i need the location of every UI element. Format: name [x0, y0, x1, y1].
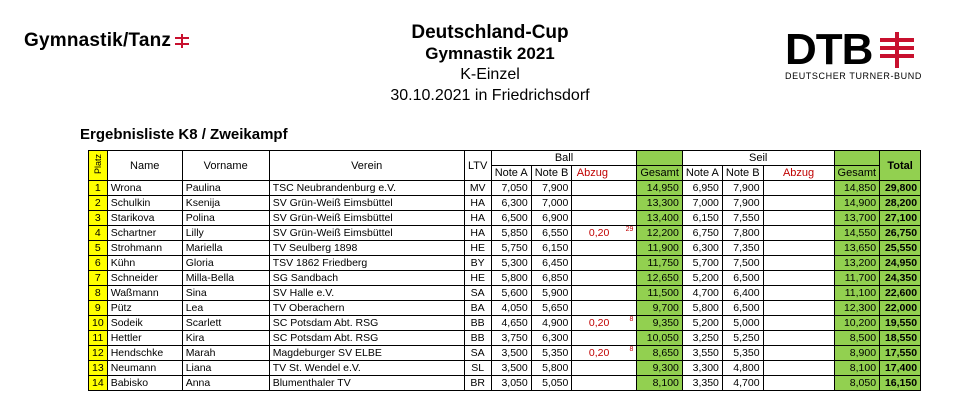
- table-row: [89, 301, 921, 316]
- cell-ball-abzug: 0,20: [572, 346, 613, 361]
- cell-ball-note-b: 6,850: [531, 271, 572, 286]
- cell-seil-gesamt: 11,100: [834, 286, 880, 301]
- col-header-seil-gesamt: Gesamt: [834, 166, 880, 181]
- cell-ball-note-a: 7,050: [491, 181, 531, 196]
- cell-seil-note-b: 6,500: [722, 271, 763, 286]
- cell-total: 22,600: [880, 286, 921, 301]
- cell-name: Schartner: [107, 226, 182, 241]
- cell-platz: 9: [89, 301, 108, 316]
- cell-seil-gesamt: 13,650: [834, 241, 880, 256]
- cell-name: Starikova: [107, 211, 182, 226]
- cell-ball-gesamt: 13,300: [637, 196, 683, 211]
- cell-ball-note-b: 7,900: [531, 181, 572, 196]
- col-header-seil-gesamt-top: [834, 151, 880, 166]
- cell-name: Hendschke: [107, 346, 182, 361]
- cell-seil-note-a: 3,300: [682, 361, 722, 376]
- col-header-ball-gesamt-top: [637, 151, 683, 166]
- cell-ball-note-b: 5,650: [531, 301, 572, 316]
- cell-total: 19,550: [880, 316, 921, 331]
- results-table-body: [89, 181, 921, 391]
- cell-total: 17,400: [880, 361, 921, 376]
- cell-seil-note-a: 4,700: [682, 286, 722, 301]
- cell-platz: 7: [89, 271, 108, 286]
- col-header-total: Total: [880, 151, 921, 181]
- event-subtitle: Gymnastik 2021: [425, 44, 555, 63]
- cell-total: 26,750: [880, 226, 921, 241]
- cell-platz: 10: [89, 316, 108, 331]
- cell-vorname: Lilly: [182, 226, 269, 241]
- cell-seil-note-a: 5,700: [682, 256, 722, 271]
- cell-vorname: Lea: [182, 301, 269, 316]
- cell-ball-note-a: 6,500: [491, 211, 531, 226]
- col-header-ball: Ball: [491, 151, 637, 166]
- cell-ball-abzug-note: [612, 271, 637, 286]
- col-header-seil: Seil: [682, 151, 834, 166]
- cell-verein: SC Potsdam Abt. RSG: [269, 316, 464, 331]
- cell-name: Kühn: [107, 256, 182, 271]
- cell-ltv: SA: [464, 286, 491, 301]
- cell-seil-gesamt: 14,850: [834, 181, 880, 196]
- cell-seil-abzug: [763, 301, 834, 316]
- cell-seil-gesamt: 8,050: [834, 376, 880, 391]
- cell-seil-abzug: [763, 271, 834, 286]
- cell-platz: 3: [89, 211, 108, 226]
- dtb-logo-subtitle: DEUTSCHER TURNER-BUND: [785, 71, 922, 81]
- cell-verein: TV Seulberg 1898: [269, 241, 464, 256]
- col-header-vorname: Vorname: [182, 151, 269, 181]
- cell-seil-abzug: [763, 361, 834, 376]
- cell-seil-note-b: 5,250: [722, 331, 763, 346]
- cell-ball-abzug: [572, 181, 613, 196]
- turner-cross-icon: [175, 34, 189, 48]
- cell-verein: SC Potsdam Abt. RSG: [269, 331, 464, 346]
- cell-ball-note-b: 6,300: [531, 331, 572, 346]
- cell-ball-note-a: 5,800: [491, 271, 531, 286]
- cell-ball-abzug: [572, 196, 613, 211]
- col-header-seil-note-b: Note B: [722, 166, 763, 181]
- cell-seil-abzug: [763, 226, 834, 241]
- cell-ball-gesamt: 8,650: [637, 346, 683, 361]
- cell-ltv: BB: [464, 316, 491, 331]
- cell-ltv: BR: [464, 376, 491, 391]
- cell-total: 22,000: [880, 301, 921, 316]
- cell-seil-note-a: 5,200: [682, 316, 722, 331]
- cell-seil-gesamt: 14,900: [834, 196, 880, 211]
- table-row: [89, 181, 921, 196]
- cell-ball-note-a: 5,750: [491, 241, 531, 256]
- table-row: [89, 196, 921, 211]
- cell-seil-note-a: 3,250: [682, 331, 722, 346]
- cell-seil-note-a: 6,150: [682, 211, 722, 226]
- cell-ball-note-a: 4,650: [491, 316, 531, 331]
- cell-ball-abzug-note: [612, 211, 637, 226]
- event-title: Deutschland-Cup: [411, 22, 569, 43]
- cell-ltv: HA: [464, 196, 491, 211]
- cell-seil-gesamt: 13,700: [834, 211, 880, 226]
- results-list-title: Ergebnisliste K8 / Zweikampf: [80, 126, 288, 143]
- cell-seil-note-a: 3,350: [682, 376, 722, 391]
- cell-ltv: BA: [464, 301, 491, 316]
- cell-ball-note-a: 5,850: [491, 226, 531, 241]
- cell-ball-note-a: 5,600: [491, 286, 531, 301]
- cell-vorname: Mariella: [182, 241, 269, 256]
- cell-seil-note-a: 3,550: [682, 346, 722, 361]
- cell-seil-abzug: [763, 331, 834, 346]
- cell-ball-abzug-note: [612, 361, 637, 376]
- table-row: [89, 331, 921, 346]
- cell-vorname: Kira: [182, 331, 269, 346]
- cell-total: 25,550: [880, 241, 921, 256]
- cell-platz: 14: [89, 376, 108, 391]
- cell-ball-abzug-note: [612, 331, 637, 346]
- cell-verein: TV Oberachern: [269, 301, 464, 316]
- cell-seil-abzug: [763, 316, 834, 331]
- cell-seil-note-a: 7,000: [682, 196, 722, 211]
- col-header-seil-note-a: Note A: [682, 166, 722, 181]
- cell-name: Schulkin: [107, 196, 182, 211]
- cell-vorname: Anna: [182, 376, 269, 391]
- cell-ball-gesamt: 12,650: [637, 271, 683, 286]
- cell-seil-abzug: [763, 346, 834, 361]
- cell-ball-note-a: 3,500: [491, 361, 531, 376]
- cell-platz: 12: [89, 346, 108, 361]
- cell-ball-gesamt: 12,200: [637, 226, 683, 241]
- cell-total: 17,550: [880, 346, 921, 361]
- cell-verein: SV Halle e.V.: [269, 286, 464, 301]
- table-row: [89, 211, 921, 226]
- results-table: [88, 150, 921, 391]
- cell-ball-note-b: 5,350: [531, 346, 572, 361]
- dtb-logo: [785, 25, 955, 81]
- cell-ball-abzug: 0,20: [572, 316, 613, 331]
- cell-seil-gesamt: 12,300: [834, 301, 880, 316]
- table-row: [89, 316, 921, 331]
- col-header-ball-note-b: Note B: [531, 166, 572, 181]
- document-header: [340, 22, 640, 106]
- cell-ball-abzug-note: [612, 286, 637, 301]
- cell-ball-note-b: 6,150: [531, 241, 572, 256]
- cell-seil-note-b: 4,700: [722, 376, 763, 391]
- cell-ball-abzug-note: [612, 241, 637, 256]
- cell-ltv: SL: [464, 361, 491, 376]
- cell-seil-abzug: [763, 211, 834, 226]
- cell-ball-gesamt: 9,300: [637, 361, 683, 376]
- col-header-name: Name: [107, 151, 182, 181]
- col-header-ball-abzug: Abzug: [572, 166, 613, 181]
- cell-name: Hettler: [107, 331, 182, 346]
- cell-seil-gesamt: 14,550: [834, 226, 880, 241]
- cell-ball-gesamt: 11,500: [637, 286, 683, 301]
- cell-ltv: HE: [464, 271, 491, 286]
- table-row: [89, 271, 921, 286]
- cell-seil-gesamt: 8,500: [834, 331, 880, 346]
- cell-ball-note-a: 5,300: [491, 256, 531, 271]
- cell-seil-abzug: [763, 181, 834, 196]
- cell-name: Strohmann: [107, 241, 182, 256]
- cell-platz: 13: [89, 361, 108, 376]
- cell-platz: 11: [89, 331, 108, 346]
- table-row: [89, 226, 921, 241]
- cell-verein: SV Grün-Weiß Eimsbüttel: [269, 226, 464, 241]
- cell-total: 24,950: [880, 256, 921, 271]
- dtb-logo-text: DTB: [785, 25, 873, 74]
- cell-vorname: Milla-Bella: [182, 271, 269, 286]
- cell-platz: 5: [89, 241, 108, 256]
- cell-ball-abzug: [572, 301, 613, 316]
- cell-seil-note-b: 7,550: [722, 211, 763, 226]
- table-row: [89, 361, 921, 376]
- cell-name: Schneider: [107, 271, 182, 286]
- cell-seil-note-a: 5,800: [682, 301, 722, 316]
- col-header-verein: Verein: [269, 151, 464, 181]
- cell-ball-gesamt: 14,950: [637, 181, 683, 196]
- cell-seil-gesamt: 10,200: [834, 316, 880, 331]
- cell-seil-abzug: [763, 286, 834, 301]
- cell-ltv: MV: [464, 181, 491, 196]
- cell-vorname: Ksenija: [182, 196, 269, 211]
- cell-ball-note-b: 6,550: [531, 226, 572, 241]
- cell-ltv: SA: [464, 346, 491, 361]
- cell-seil-note-b: 6,400: [722, 286, 763, 301]
- cell-ball-abzug: [572, 211, 613, 226]
- cell-ball-abzug: 0,20: [572, 226, 613, 241]
- cell-ball-abzug-note: 8: [612, 346, 637, 361]
- col-header-ltv: LTV: [464, 151, 491, 181]
- cell-ball-gesamt: 13,400: [637, 211, 683, 226]
- cell-ball-note-b: 6,900: [531, 211, 572, 226]
- dtb-cross-icon: [880, 32, 914, 68]
- cell-seil-note-a: 6,950: [682, 181, 722, 196]
- cell-seil-note-b: 5,000: [722, 316, 763, 331]
- cell-ball-gesamt: 11,900: [637, 241, 683, 256]
- cell-ball-gesamt: 8,100: [637, 376, 683, 391]
- cell-platz: 4: [89, 226, 108, 241]
- cell-verein: TV St. Wendel e.V.: [269, 361, 464, 376]
- cell-ltv: HA: [464, 226, 491, 241]
- cell-vorname: Gloria: [182, 256, 269, 271]
- cell-ball-note-b: 5,800: [531, 361, 572, 376]
- cell-platz: 2: [89, 196, 108, 211]
- cell-seil-abzug: [763, 376, 834, 391]
- cell-name: Neumann: [107, 361, 182, 376]
- cell-ball-note-a: 3,500: [491, 346, 531, 361]
- cell-seil-note-b: 7,350: [722, 241, 763, 256]
- cell-seil-gesamt: 11,700: [834, 271, 880, 286]
- cell-ltv: HE: [464, 241, 491, 256]
- cell-ball-note-b: 7,000: [531, 196, 572, 211]
- cell-seil-gesamt: 8,900: [834, 346, 880, 361]
- cell-total: 28,200: [880, 196, 921, 211]
- table-row: [89, 241, 921, 256]
- table-row: [89, 376, 921, 391]
- cell-ball-note-a: 6,300: [491, 196, 531, 211]
- cell-name: Pütz: [107, 301, 182, 316]
- event-category: K-Einzel: [460, 66, 520, 83]
- cell-seil-abzug: [763, 196, 834, 211]
- col-header-seil-abzug: Abzug: [763, 166, 834, 181]
- col-header-ball-gesamt: Gesamt: [637, 166, 683, 181]
- cell-ball-note-b: 5,900: [531, 286, 572, 301]
- cell-name: Babisko: [107, 376, 182, 391]
- cell-ball-abzug-note: [612, 376, 637, 391]
- cell-seil-note-b: 7,900: [722, 181, 763, 196]
- cell-ltv: BB: [464, 331, 491, 346]
- cell-seil-note-b: 6,500: [722, 301, 763, 316]
- cell-ball-abzug: [572, 361, 613, 376]
- cell-ball-note-b: 4,900: [531, 316, 572, 331]
- cell-verein: SV Grün-Weiß Eimsbüttel: [269, 196, 464, 211]
- table-row: [89, 256, 921, 271]
- cell-total: 27,100: [880, 211, 921, 226]
- cell-ltv: BY: [464, 256, 491, 271]
- cell-ball-abzug-note: [612, 256, 637, 271]
- cell-name: Wrona: [107, 181, 182, 196]
- cell-ball-gesamt: 11,750: [637, 256, 683, 271]
- cell-vorname: Paulina: [182, 181, 269, 196]
- cell-ball-abzug: [572, 286, 613, 301]
- logo-text: Gymnastik/Tanz: [24, 30, 172, 51]
- gymnastik-tanz-logo: [24, 30, 189, 52]
- cell-ball-note-a: 3,750: [491, 331, 531, 346]
- cell-ball-abzug-note: [612, 196, 637, 211]
- cell-ball-note-a: 4,050: [491, 301, 531, 316]
- cell-ball-abzug-note: 8: [612, 316, 637, 331]
- cell-seil-gesamt: 8,100: [834, 361, 880, 376]
- cell-total: 16,150: [880, 376, 921, 391]
- cell-seil-gesamt: 13,200: [834, 256, 880, 271]
- cell-seil-note-a: 6,300: [682, 241, 722, 256]
- event-date-place: 30.10.2021 in Friedrichsdorf: [390, 87, 590, 104]
- cell-vorname: Polina: [182, 211, 269, 226]
- cell-ball-abzug: [572, 241, 613, 256]
- cell-ball-abzug: [572, 271, 613, 286]
- cell-vorname: Marah: [182, 346, 269, 361]
- cell-verein: Magdeburger SV ELBE: [269, 346, 464, 361]
- cell-ball-gesamt: 10,050: [637, 331, 683, 346]
- col-header-platz: Platz: [89, 151, 108, 181]
- cell-ball-abzug-note: 29: [612, 226, 637, 241]
- cell-vorname: Scarlett: [182, 316, 269, 331]
- cell-ball-abzug-note: [612, 301, 637, 316]
- cell-total: 24,350: [880, 271, 921, 286]
- cell-ball-note-a: 3,050: [491, 376, 531, 391]
- cell-seil-note-b: 7,800: [722, 226, 763, 241]
- cell-ball-abzug-note: [612, 181, 637, 196]
- cell-ball-abzug: [572, 376, 613, 391]
- cell-ball-gesamt: 9,350: [637, 316, 683, 331]
- cell-ball-gesamt: 9,700: [637, 301, 683, 316]
- col-header-ball-note-a: Note A: [491, 166, 531, 181]
- cell-verein: TSC Neubrandenburg e.V.: [269, 181, 464, 196]
- cell-name: Waßmann: [107, 286, 182, 301]
- cell-verein: SV Grün-Weiß Eimsbüttel: [269, 211, 464, 226]
- col-header-ball-abzug-note: [612, 166, 637, 181]
- cell-verein: Blumenthaler TV: [269, 376, 464, 391]
- cell-total: 18,550: [880, 331, 921, 346]
- cell-seil-note-b: 5,350: [722, 346, 763, 361]
- table-row: [89, 286, 921, 301]
- cell-seil-note-b: 7,500: [722, 256, 763, 271]
- cell-seil-abzug: [763, 256, 834, 271]
- cell-ball-note-b: 5,050: [531, 376, 572, 391]
- cell-seil-note-b: 4,800: [722, 361, 763, 376]
- cell-ltv: HA: [464, 211, 491, 226]
- cell-total: 29,800: [880, 181, 921, 196]
- cell-ball-abzug: [572, 331, 613, 346]
- cell-vorname: Liana: [182, 361, 269, 376]
- cell-seil-note-a: 6,750: [682, 226, 722, 241]
- cell-platz: 6: [89, 256, 108, 271]
- cell-platz: 1: [89, 181, 108, 196]
- cell-seil-abzug: [763, 241, 834, 256]
- cell-verein: SG Sandbach: [269, 271, 464, 286]
- cell-ball-abzug: [572, 256, 613, 271]
- cell-seil-note-b: 7,900: [722, 196, 763, 211]
- cell-name: Sodeik: [107, 316, 182, 331]
- cell-platz: 8: [89, 286, 108, 301]
- cell-ball-note-b: 6,450: [531, 256, 572, 271]
- cell-verein: TSV 1862 Friedberg: [269, 256, 464, 271]
- table-row: [89, 346, 921, 361]
- cell-seil-note-a: 5,200: [682, 271, 722, 286]
- cell-vorname: Sina: [182, 286, 269, 301]
